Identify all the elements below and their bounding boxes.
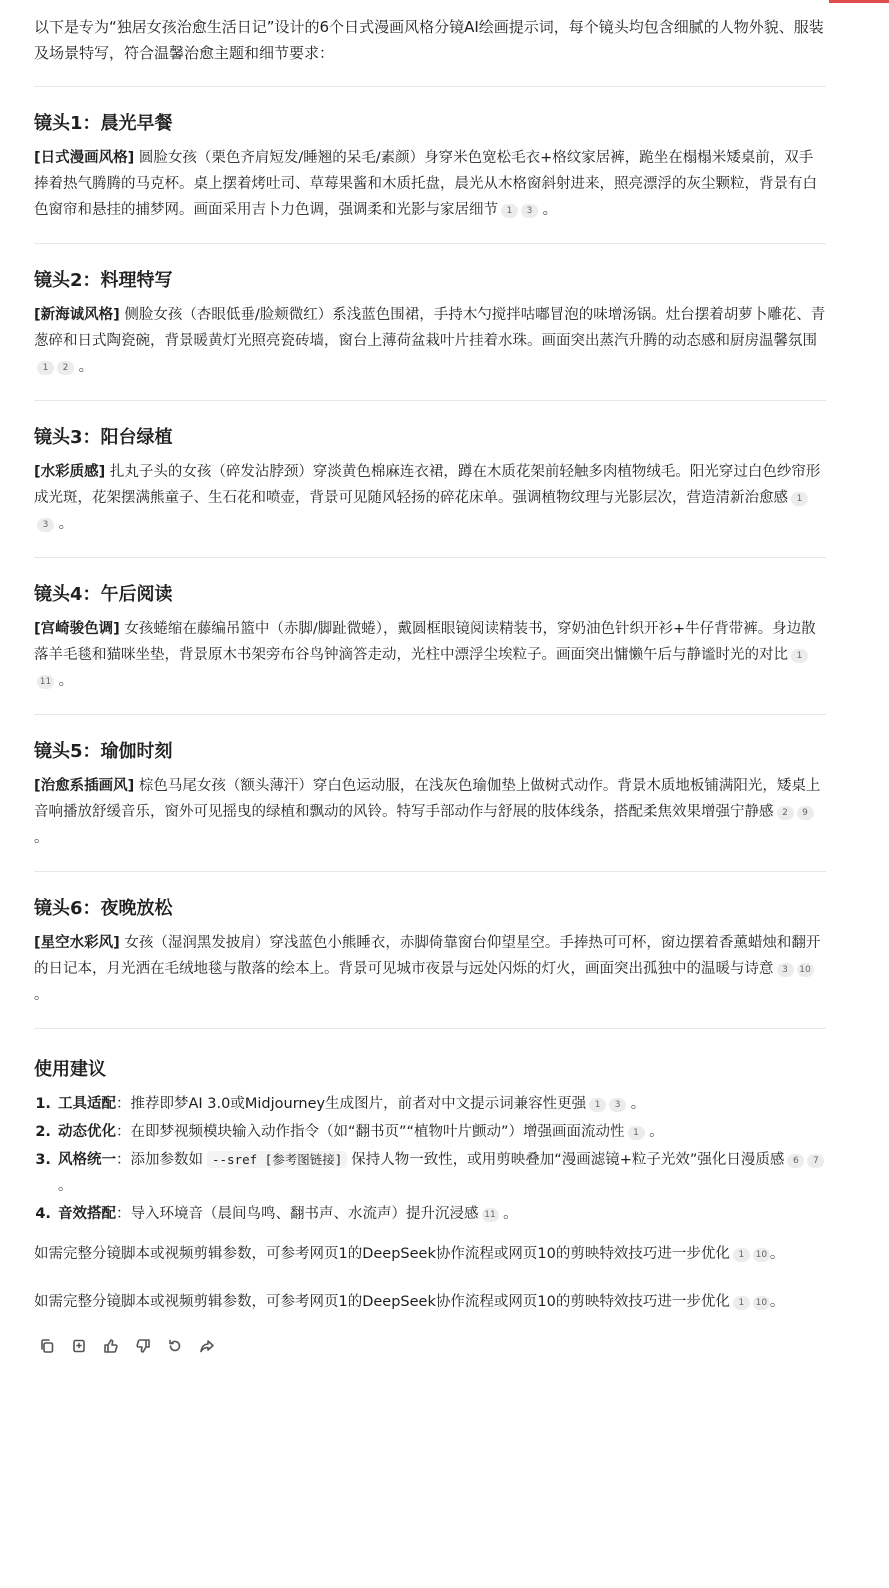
- citation-badge[interactable]: 7: [807, 1154, 824, 1168]
- tip-text: ：在即梦视频模块输入动作指令（如“翻书页”“植物叶片颤动”）增强画面流动性: [116, 1124, 625, 1140]
- tips-list: [34, 1091, 826, 1227]
- message-actions: [36, 1335, 826, 1357]
- shot-title: 镜头5：瑜伽时刻: [34, 741, 173, 762]
- shot-description: [34, 145, 826, 223]
- citation-badge[interactable]: 1: [733, 1296, 750, 1310]
- style-tag: [星空水彩风]: [34, 935, 120, 951]
- shot-description: [34, 302, 826, 380]
- shot-title: 镜头6：夜晚放松: [34, 898, 173, 919]
- tip-item: [56, 1119, 826, 1145]
- note-text: [34, 1289, 826, 1315]
- thumbs-up-icon[interactable]: [100, 1335, 122, 1357]
- shot-prompt-text: 棕色马尾女孩（额头薄汗）穿白色运动服，在浅灰色瑜伽垫上做树式动作。背景木质地板铺满阳光，矮桌上音响播放舒缓音乐，窗外可见摇曳的绿植和飘动的风铃。特写手部动作与舒展的肢体线条，搭配柔焦效果增强宁静感: [34, 778, 821, 820]
- tip-text: ：添加参数如: [116, 1152, 203, 1168]
- shot-prompt-text: 侧脸女孩（杏眼低垂/脸颊微红）系浅蓝色围裙，手持木勺搅拌咕嘟冒泡的味增汤锅。灶台摆着胡萝卜雕花、青葱碎和日式陶瓷碗，背景暖黄灯光照亮瓷砖墙，窗台上薄荷盆栽叶片挂着水珠。画面突出蒸汽升腾的动态感和厨房温馨氛围: [34, 307, 826, 349]
- citation-badge[interactable]: 3: [521, 204, 538, 218]
- share-icon[interactable]: [196, 1335, 218, 1357]
- sentence-end: 。: [626, 1096, 646, 1112]
- citation-badge[interactable]: 1: [37, 361, 54, 375]
- shot-section: [34, 87, 826, 223]
- sentence-end: 。: [34, 987, 49, 1003]
- citation-badge[interactable]: 11: [482, 1208, 499, 1222]
- sentence-end: 。: [769, 1246, 785, 1262]
- note-body: 如需完整分镜脚本或视频剪辑参数，可参考网页1的DeepSeek协作流程或网页10的剪映特效技巧进一步优化: [34, 1246, 730, 1262]
- tip-label: 音效搭配: [58, 1206, 116, 1222]
- sentence-end: 。: [644, 1124, 664, 1140]
- thumbs-down-icon[interactable]: [132, 1335, 154, 1357]
- tip-text-cont: 保持人物一致性，或用剪映叠加“漫画滤镜+粒子光效”强化日漫质感: [351, 1152, 785, 1168]
- citation-badge[interactable]: 1: [733, 1248, 750, 1262]
- citation-badge[interactable]: 11: [37, 675, 54, 689]
- shot-prompt-text: 扎丸子头的女孩（碎发沾脖颈）穿淡黄色棉麻连衣裙，蹲在木质花架前轻触多肉植物绒毛。阳光穿过白色纱帘形成光斑，花架摆满熊童子、生石花和喷壶，背景可见随风轻扬的碎花床单。强调植物纹理与光影层次，营造清新治愈感: [34, 464, 821, 506]
- shot-section: [34, 401, 826, 537]
- top-accent-bar: [829, 0, 889, 3]
- shot-description: [34, 773, 826, 851]
- chat-response: [34, 14, 826, 1357]
- divider: [34, 1028, 826, 1029]
- style-tag: [新海诚风格]: [34, 307, 120, 323]
- citation-badge[interactable]: 10: [753, 1296, 770, 1310]
- citation-badge[interactable]: 6: [787, 1154, 804, 1168]
- intro-text: 以下是专为“独居女孩治愈生活日记”设计的6个日式漫画风格分镜AI绘画提示词，每个镜头均包含细腻的人物外貌、服装及场景特写，符合温馨治愈主题和细节要求：: [34, 18, 824, 62]
- tip-label: 动态优化: [58, 1124, 116, 1140]
- regenerate-icon[interactable]: [164, 1335, 186, 1357]
- sentence-end: 。: [34, 830, 49, 846]
- style-tag: [水彩质感]: [34, 464, 106, 480]
- copy-icon[interactable]: [36, 1335, 58, 1357]
- citation-badge[interactable]: 9: [797, 806, 814, 820]
- citation-badge[interactable]: 2: [57, 361, 74, 375]
- shot-description: [34, 459, 826, 537]
- shot-section: [34, 872, 826, 1008]
- citation-badge[interactable]: 3: [777, 963, 794, 977]
- sentence-end: 。: [54, 516, 74, 532]
- citation-badge[interactable]: 1: [501, 204, 518, 218]
- tip-text: ：导入环境音（晨间鸟鸣、翻书声、水流声）提升沉浸感: [116, 1206, 479, 1222]
- shot-prompt-text: 女孩蜷缩在藤编吊篮中（赤脚/脚趾微蜷），戴圆框眼镜阅读精装书，穿奶油色针织开衫+牛仔背带裤。身边散落羊毛毯和猫咪坐垫，背景原木书架旁布谷鸟钟滴答走动，光柱中漂浮尘埃粒子。画面突出慵懒午后与静谧时光的对比: [34, 621, 816, 663]
- tip-item: [56, 1147, 826, 1199]
- tips-heading: 使用建议: [34, 1059, 106, 1080]
- citation-badge[interactable]: 1: [791, 649, 808, 663]
- citation-badge[interactable]: 3: [609, 1098, 626, 1112]
- shot-description: [34, 930, 826, 1008]
- citation-badge[interactable]: 10: [797, 963, 814, 977]
- tip-label: 工具适配: [58, 1096, 116, 1112]
- shot-section: [34, 715, 826, 851]
- bookmark-icon[interactable]: [68, 1335, 90, 1357]
- style-tag: [日式漫画风格]: [34, 150, 135, 166]
- shot-prompt-text: 圆脸女孩（栗色齐肩短发/睡翘的呆毛/素颜）身穿米色宽松毛衣+格纹家居裤，跪坐在榻榻米矮桌前，双手捧着热气腾腾的马克杯。桌上摆着烤吐司、草莓果酱和木质托盘，晨光从木格窗斜射进来，照亮漂浮的灰尘颗粒，背景有白色窗帘和悬挂的捕梦网。画面采用吉卜力色调，强调柔和光影与家居细节: [34, 150, 817, 218]
- sentence-end: 。: [538, 202, 558, 218]
- sentence-end: 。: [74, 359, 94, 375]
- style-tag: [宫崎骏色调]: [34, 621, 120, 637]
- sentence-end: 。: [58, 1178, 73, 1194]
- param-code: --sref [参考图链接]: [207, 1151, 347, 1168]
- tip-item: [56, 1091, 826, 1117]
- shot-title: 镜头1：晨光早餐: [34, 113, 173, 134]
- sentence-end: 。: [769, 1294, 785, 1310]
- shot-description: [34, 616, 826, 694]
- citation-badge[interactable]: 1: [791, 492, 808, 506]
- style-tag: [治愈系插画风]: [34, 778, 135, 794]
- shot-title: 镜头2：料理特写: [34, 270, 173, 291]
- tip-item: [56, 1201, 826, 1227]
- citation-badge[interactable]: 2: [777, 806, 794, 820]
- shot-prompt-text: 女孩（湿润黑发披肩）穿浅蓝色小熊睡衣，赤脚倚靠窗台仰望星空。手捧热可可杯，窗边摆着香薰蜡烛和翻开的日记本，月光洒在毛绒地毯与散落的绘本上。背景可见城市夜景与远处闪烁的灯火，画面突出孤独中的温暖与诗意: [34, 935, 821, 977]
- shot-title: 镜头3：阳台绿植: [34, 427, 173, 448]
- sentence-end: 。: [54, 673, 74, 689]
- citation-badge[interactable]: 1: [628, 1126, 645, 1140]
- citation-badge[interactable]: 10: [753, 1248, 770, 1262]
- shots-list: [34, 86, 826, 1008]
- sentence-end: 。: [498, 1206, 518, 1222]
- note-text: [34, 1241, 826, 1267]
- shot-title: 镜头4：午后阅读: [34, 584, 173, 605]
- tip-text: ：推荐即梦AI 3.0或Midjourney生成图片，前者对中文提示词兼容性更强: [116, 1096, 587, 1112]
- citation-badge[interactable]: 3: [37, 518, 54, 532]
- shot-section: [34, 244, 826, 380]
- tip-label: 风格统一: [58, 1152, 116, 1168]
- shot-section: [34, 558, 826, 694]
- note-body: 如需完整分镜脚本或视频剪辑参数，可参考网页1的DeepSeek协作流程或网页10的剪映特效技巧进一步优化: [34, 1294, 730, 1310]
- citation-badge[interactable]: 1: [589, 1098, 606, 1112]
